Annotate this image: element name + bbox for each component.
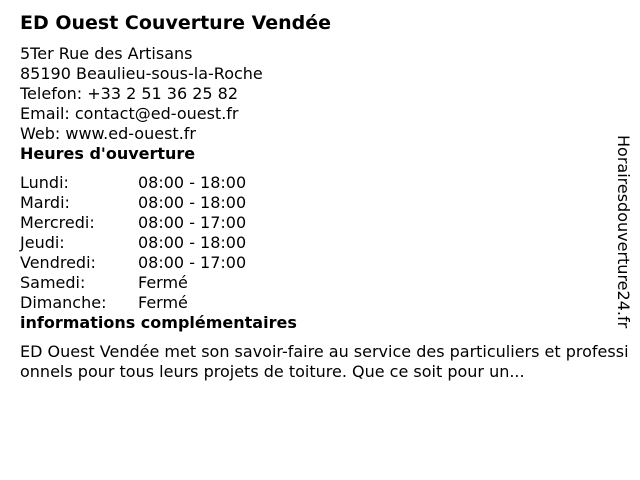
time-range: Fermé [138, 293, 188, 312]
phone-number: Telefon: +33 2 51 36 25 82 [20, 84, 239, 103]
site-watermark: Horairesdouverture24.fr [614, 135, 633, 329]
time-range: 08:00 - 17:00 [138, 253, 247, 272]
opening-hours-list [20, 173, 630, 313]
hours-row-wednesday [20, 213, 630, 233]
hours-row-monday [20, 173, 630, 193]
business-name: ED Ouest Couverture Vendée [20, 12, 332, 34]
contact-details [20, 44, 630, 144]
time-range: 08:00 - 18:00 [138, 233, 247, 252]
time-range: 08:00 - 18:00 [138, 173, 247, 192]
time-range: 08:00 - 17:00 [138, 213, 247, 232]
hours-row-tuesday [20, 193, 630, 213]
business-card [20, 10, 630, 382]
street-address: 5Ter Rue des Artisans [20, 44, 193, 63]
hours-heading: Heures d'ouverture [20, 144, 196, 163]
hours-row-sunday [20, 293, 630, 313]
time-range: Fermé [138, 273, 188, 292]
website: Web: www.ed-ouest.fr [20, 124, 196, 143]
email-address: Email: contact@ed-ouest.fr [20, 104, 239, 123]
day-label: Samedi: [20, 273, 86, 292]
info-heading: informations complémentaires [20, 313, 297, 332]
hours-row-thursday [20, 233, 630, 253]
day-label: Lundi: [20, 173, 69, 192]
day-label: Mardi: [20, 193, 70, 212]
day-label: Vendredi: [20, 253, 96, 272]
day-label: Dimanche: [20, 293, 107, 312]
day-label: Mercredi: [20, 213, 95, 232]
hours-row-friday [20, 253, 630, 273]
hours-row-saturday [20, 273, 630, 293]
day-label: Jeudi: [20, 233, 65, 252]
info-description: ED Ouest Vendée met son savoir-faire au service des particuliers et professionnels pour tous leurs projets de toiture. Que ce soit pour un... [20, 342, 629, 381]
time-range: 08:00 - 18:00 [138, 193, 247, 212]
city-address: 85190 Beaulieu-sous-la-Roche [20, 64, 263, 83]
